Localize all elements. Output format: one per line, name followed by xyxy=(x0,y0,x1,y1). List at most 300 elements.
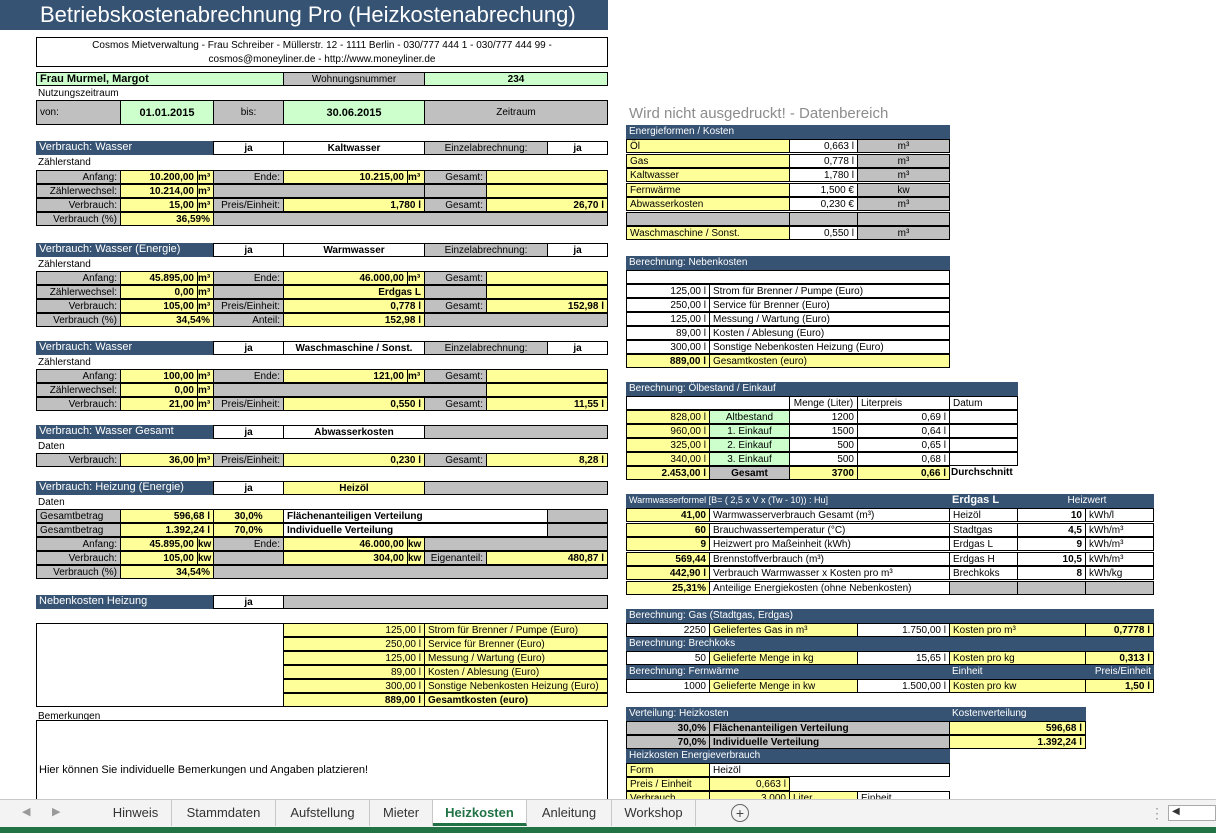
hz-type[interactable]: Heizöl xyxy=(283,481,425,495)
w1-zaehler-label: Zählerstand xyxy=(38,157,91,168)
he-form: Heizöl xyxy=(709,763,950,777)
w1-unit: m³ xyxy=(197,170,214,184)
w1-ende[interactable]: 10.215,00 xyxy=(283,170,408,184)
ww-value: 569,44 xyxy=(626,552,710,566)
ef-name xyxy=(626,212,790,226)
oel-amount: 960,00 l xyxy=(626,424,710,438)
oel-price-cell[interactable]: 0,64 l xyxy=(857,424,950,438)
page-title: Betriebskostenabrechnung Pro (Heizkostenabrechung) xyxy=(0,0,608,30)
period-label: Nutzungszeitraum xyxy=(38,88,119,99)
sheet-tab-mieter[interactable]: Mieter xyxy=(370,800,433,826)
ww-heat-unit: kWh/l xyxy=(1085,508,1154,522)
he-form-label: Form xyxy=(626,763,710,777)
oel-avg: 0,66 l xyxy=(857,466,950,480)
from-label: von: xyxy=(36,100,121,125)
address-box xyxy=(36,37,608,67)
oel-amount: 325,00 l xyxy=(626,438,710,452)
remarks-label: Bemerkungen xyxy=(38,711,101,722)
w4-preis: 0,230 l xyxy=(283,453,425,467)
w2-anteil-label: Anteil: xyxy=(213,313,284,327)
ww-desc: Brauchwassertemperatur (°C) xyxy=(709,523,950,537)
oel-qty-cell[interactable]: 500 xyxy=(789,438,858,452)
ef-name: Kaltwasser xyxy=(626,168,790,182)
ww-fuel-name: Erdgas H xyxy=(949,552,1018,566)
w2-preis: 0,778 l xyxy=(283,299,425,313)
ww-header: Warmwasserformel [B= ( 2,5 x V x (Tw - 10)) : Hu] xyxy=(626,494,950,508)
vt-p2: 70,0% xyxy=(626,735,710,749)
fw-cl: Kosten pro kw xyxy=(949,679,1086,693)
w3-verbrauch-label: Verbrauch: xyxy=(36,397,121,411)
status-bar xyxy=(0,827,1216,833)
hz-pct-label: Verbrauch (%) xyxy=(36,565,121,579)
w2-anteil: 152,98 l xyxy=(283,313,425,327)
ww-fuel[interactable]: Erdgas L xyxy=(949,494,1018,508)
nk-desc: Sonstige Nebenkosten Heizung (Euro) xyxy=(424,679,608,693)
bn-desc: Messung / Wartung (Euro) xyxy=(709,312,950,326)
w4-gray xyxy=(424,425,608,439)
w1-gesamt-empty xyxy=(486,170,608,184)
w2-anfang[interactable]: 45.895,00 xyxy=(120,271,198,285)
ef-name: Öl xyxy=(626,139,790,153)
hz-verbrauch2: 304,00 xyxy=(283,551,408,565)
fw-cost[interactable]: 1.500,00 l xyxy=(857,679,950,693)
ww-heat-value[interactable]: 8 xyxy=(1017,566,1086,580)
oel-h1: Menge (Liter) xyxy=(789,396,858,410)
oel-total-label: Gesamt xyxy=(709,466,790,480)
ef-price[interactable]: 1,780 l xyxy=(789,168,858,182)
ww-desc: Verbrauch Warmwasser x Kosten pro m³ xyxy=(709,566,950,580)
to-date[interactable]: 30.06.2015 xyxy=(283,100,425,125)
hz-gray xyxy=(213,565,608,579)
scrollbar-left-icon[interactable]: ◀ xyxy=(1172,806,1180,817)
ww-fuel-name: Heizöl xyxy=(949,508,1018,522)
koks-ql: Gelieferte Menge in kg xyxy=(709,651,858,665)
sheet-tab-bar xyxy=(0,799,1216,827)
ef-unit: m³ xyxy=(857,139,950,153)
address-line2: cosmos@moneyliner.de - http://www.moneyliner.de xyxy=(208,54,436,65)
fw-einheit: Einheit xyxy=(949,665,1086,679)
hz-ende[interactable]: 46.000,00 xyxy=(283,537,408,551)
oel-blank xyxy=(626,396,790,410)
w1-unit: m³ xyxy=(197,198,214,212)
remarks-box[interactable] xyxy=(36,720,608,800)
oel-qty-cell[interactable]: 1200 xyxy=(789,410,858,424)
ww-heat-value[interactable]: 4,5 xyxy=(1017,523,1086,537)
hz-ja[interactable]: ja xyxy=(213,481,284,495)
ww-value: 442,90 l xyxy=(626,566,710,580)
nk-amount[interactable]: 125,00 l xyxy=(283,623,425,637)
w2-ja[interactable]: ja xyxy=(213,243,284,257)
horizontal-scrollbar[interactable] xyxy=(1168,805,1216,821)
vt-t2: Individuelle Verteilung xyxy=(709,735,950,749)
koks-q[interactable]: 50 xyxy=(626,651,710,665)
vt-header: Verteilung: Heizkosten xyxy=(626,707,950,721)
w1-ja[interactable]: ja xyxy=(213,141,284,155)
oel-qty-cell[interactable]: 500 xyxy=(789,452,858,466)
ef-unit: m³ xyxy=(857,168,950,182)
hz-gray xyxy=(547,509,608,523)
oel-date-cell[interactable] xyxy=(949,410,1018,424)
sheet-tab-workshop[interactable]: Workshop xyxy=(612,800,696,826)
hz-daten-label: Daten xyxy=(38,497,65,508)
w3-ende-label: Ende: xyxy=(213,369,284,383)
hz-gray xyxy=(547,523,608,537)
sheet-tab-hinweis[interactable]: Hinweis xyxy=(100,800,172,826)
bn-amount[interactable]: 125,00 l xyxy=(626,284,710,298)
ef-unit: kw xyxy=(857,183,950,197)
w2-unit: m³ xyxy=(197,285,214,299)
nk-amount[interactable]: 125,00 l xyxy=(283,651,425,665)
nk-amount[interactable]: 300,00 l xyxy=(283,679,425,693)
koks-cost[interactable]: 15,65 l xyxy=(857,651,950,665)
ef-unit: m³ xyxy=(857,197,950,211)
w3-header: Verbrauch: Wasser xyxy=(36,341,214,355)
w1-gesamt-label: Gesamt: xyxy=(424,198,487,212)
ef-header: Energieformen / Kosten xyxy=(626,125,950,139)
w1-ende-label: Ende: xyxy=(213,170,284,184)
unit-number[interactable]: 234 xyxy=(424,72,608,86)
w3-preis: 0,550 l xyxy=(283,397,425,411)
nk-desc: Service für Brenner (Euro) xyxy=(424,637,608,651)
w2-empty xyxy=(486,271,608,285)
w2-unit: m³ xyxy=(407,271,425,285)
w3-gesamt-label: Gesamt: xyxy=(424,397,487,411)
ww-fuel-name: Brechkoks xyxy=(949,566,1018,580)
ef-unit xyxy=(857,212,950,226)
w3-ende[interactable]: 121,00 xyxy=(283,369,408,383)
w1-einzel[interactable]: ja xyxy=(547,141,608,155)
ef-unit: m³ xyxy=(857,154,950,168)
hz-p1[interactable]: 30,0% xyxy=(213,509,284,523)
unit-label: Wohnungsnummer xyxy=(283,72,425,86)
w2-ende-label: Ende: xyxy=(213,271,284,285)
ww-desc: Brennstoffverbrauch (m³) xyxy=(709,552,950,566)
w4-daten-label: Daten xyxy=(38,441,65,452)
hz-gb2-label: Gesamtbetrag xyxy=(36,523,121,537)
oel-label: Altbestand xyxy=(709,410,790,424)
gas-val: 0,7778 l xyxy=(1085,623,1154,637)
w2-pct: 34,54% xyxy=(120,313,214,327)
w4-header: Verbrauch: Wasser Gesamt xyxy=(36,425,214,439)
gas-cost[interactable]: 1.750,00 l xyxy=(857,623,950,637)
nk-total: 889,00 l xyxy=(283,693,425,707)
oel-qty: 3700 xyxy=(789,466,858,480)
ww-heat-unit: kWh/kg xyxy=(1085,566,1154,580)
ww-value[interactable]: 9 xyxy=(626,537,710,551)
hz-verbrauch: 105,00 xyxy=(120,551,198,565)
w1-pct-label: Verbrauch (%) xyxy=(36,212,121,226)
scrollbar-splitter-icon[interactable]: ⋮ xyxy=(1150,805,1164,821)
ef-price[interactable] xyxy=(789,212,858,226)
koks-header: Berechnung: Brechkoks xyxy=(626,637,1154,651)
fw-val: 1,50 l xyxy=(1085,679,1154,693)
w3-type: Waschmaschine / Sonst. xyxy=(283,341,425,355)
oel-avg-label: Durchschnitt xyxy=(951,467,1013,478)
w3-anfang-label: Anfang: xyxy=(36,369,121,383)
oel-label: 2. Einkauf xyxy=(709,438,790,452)
hz-unit: kw xyxy=(197,537,214,551)
ww-heat-unit: kWh/m³ xyxy=(1085,552,1154,566)
hz-anfang-label: Anfang: xyxy=(36,537,121,551)
w2-gesamt-label: Gesamt: xyxy=(424,271,487,285)
w2-gesamt: 152,98 l xyxy=(486,299,608,313)
w2-unit: m³ xyxy=(197,271,214,285)
w2-verbrauch: 105,00 xyxy=(120,299,198,313)
w2-zw-label: Zählerwechsel: xyxy=(36,285,121,299)
w1-anfang[interactable]: 10.200,00 xyxy=(120,170,198,184)
scroll-right-icon[interactable]: ▶ xyxy=(52,806,61,818)
w3-zw-label: Zählerwechsel: xyxy=(36,383,121,397)
hz-gray xyxy=(424,537,608,551)
w3-unit: m³ xyxy=(197,397,214,411)
hz-ende-label: Ende: xyxy=(213,537,284,551)
w2-ende[interactable]: 46.000,00 xyxy=(283,271,408,285)
w1-empty xyxy=(486,184,608,198)
vt-kv: Kostenverteilung xyxy=(949,707,1086,721)
ww-hw: Heizwert xyxy=(1017,494,1154,508)
w2-type: Warmwasser xyxy=(283,243,425,257)
bn-amount[interactable]: 300,00 l xyxy=(626,340,710,354)
w2-zw[interactable]: 0,00 xyxy=(120,285,198,299)
w3-gesamt: 11,55 l xyxy=(486,397,608,411)
w4-preis-label: Preis/Einheit: xyxy=(213,453,284,467)
ef-unit: m³ xyxy=(857,226,950,240)
oel-header: Berechnung: Ölbestand / Einkauf xyxy=(626,382,1018,396)
vt-t1: Flächenanteiligen Verteilung xyxy=(709,721,950,735)
hz-anfang[interactable]: 45.895,00 xyxy=(120,537,198,551)
ef-name: Abwasserkosten xyxy=(626,197,790,211)
to-label: bis: xyxy=(213,100,284,125)
hz-header: Verbrauch: Heizung (Energie) xyxy=(36,481,214,495)
w3-empty xyxy=(486,369,608,383)
fw-header: Berechnung: Fernwärme xyxy=(626,665,950,679)
oel-label: 3. Einkauf xyxy=(709,452,790,466)
sheet-tab-stammdaten[interactable]: Stammdaten xyxy=(172,800,276,826)
sheet-tab-anleitung[interactable]: Anleitung xyxy=(527,800,612,826)
hz-eigen: 480,87 l xyxy=(486,551,608,565)
hz-unit: kw xyxy=(407,551,425,565)
bn-desc: Service für Brenner (Euro) xyxy=(709,298,950,312)
ww-fuel-name: Stadtgas xyxy=(949,523,1018,537)
hz-t1: Flächenanteiligen Verteilung xyxy=(283,509,548,523)
w1-anfang-label: Anfang: xyxy=(36,170,121,184)
w4-verbrauch: 36,00 xyxy=(120,453,198,467)
hz-gb1: 596,68 l xyxy=(120,509,214,523)
oel-amount: 340,00 l xyxy=(626,452,710,466)
nk-blank-box xyxy=(36,623,284,707)
ww-value: 25,31% xyxy=(626,581,710,595)
sheet-tab-heizkosten[interactable]: Heizkosten xyxy=(433,800,527,826)
hz-t2: Individuelle Verteilung xyxy=(283,523,548,537)
oel-price-cell[interactable]: 0,68 l xyxy=(857,452,950,466)
w4-unit: m³ xyxy=(197,453,214,467)
he-header: Heizkosten Energieverbrauch xyxy=(626,749,950,763)
fw-pe: Preis/Einheit xyxy=(1085,665,1154,679)
vt-v1: 596,68 l xyxy=(949,721,1086,735)
w2-empty xyxy=(486,285,608,299)
w1-unit: m³ xyxy=(407,170,425,184)
ww-fuel-name xyxy=(949,581,1018,595)
ww-value[interactable]: 41,00 xyxy=(626,508,710,522)
oel-price-cell[interactable]: 0,69 l xyxy=(857,410,950,424)
w2-gray xyxy=(424,313,608,327)
ww-heat-value[interactable]: 9 xyxy=(1017,537,1086,551)
from-date[interactable]: 01.01.2015 xyxy=(120,100,214,125)
oel-price-cell[interactable]: 0,65 l xyxy=(857,438,950,452)
bn-amount[interactable]: 125,00 l xyxy=(626,312,710,326)
w2-energie: Erdgas L xyxy=(283,285,425,299)
vt-v2: 1.392,24 l xyxy=(949,735,1086,749)
ww-heat-unit: kWh/m³ xyxy=(1085,537,1154,551)
w3-unit: m³ xyxy=(197,369,214,383)
oel-h2: Literpreis xyxy=(857,396,950,410)
w1-verbrauch-label: Verbrauch: xyxy=(36,198,121,212)
bn-amount[interactable]: 89,00 l xyxy=(626,326,710,340)
w3-gray xyxy=(213,383,487,397)
w1-pct: 36,59% xyxy=(120,212,214,226)
oel-h3: Datum xyxy=(949,396,1018,410)
w4-verbrauch-label: Verbrauch: xyxy=(36,453,121,467)
w1-preis-label: Preis/Einheit: xyxy=(213,198,284,212)
w4-type: Abwasserkosten xyxy=(283,425,425,439)
ww-heat-value[interactable]: 10 xyxy=(1017,508,1086,522)
ef-name: Fernwärme xyxy=(626,183,790,197)
w4-ja[interactable]: ja xyxy=(213,425,284,439)
ef-price[interactable]: 0,778 l xyxy=(789,154,858,168)
ww-desc: Warmwasserverbrauch Gesamt (m³) xyxy=(709,508,950,522)
bn-desc: Kosten / Ablesung (Euro) xyxy=(709,326,950,340)
w3-ja[interactable]: ja xyxy=(213,341,284,355)
nk-amount[interactable]: 250,00 l xyxy=(283,637,425,651)
data-area-title: Wird nicht ausgedruckt! - Datenbereich xyxy=(629,105,889,122)
bn-blank xyxy=(626,270,950,284)
ww-desc: Anteilige Energiekosten (ohne Nebenkosten) xyxy=(709,581,950,595)
koks-cl: Kosten pro kg xyxy=(949,651,1086,665)
hz-verbrauch-label: Verbrauch: xyxy=(36,551,121,565)
w2-zaehler-label: Zählerstand xyxy=(38,259,91,270)
period-value: Zeitraum xyxy=(424,100,608,125)
w1-verbrauch: 15,00 xyxy=(120,198,198,212)
gas-cl: Kosten pro m³ xyxy=(949,623,1086,637)
bn-header: Berechnung: Nebenkosten xyxy=(626,256,950,270)
oel-date-cell[interactable] xyxy=(949,438,1018,452)
fw-ql: Gelieferte Menge in kw xyxy=(709,679,858,693)
ww-desc: Heizwert pro Maßeinheit (kWh) xyxy=(709,537,950,551)
ww-fuel-name: Erdgas L xyxy=(949,537,1018,551)
w3-zw[interactable]: 0,00 xyxy=(120,383,198,397)
ef-price[interactable]: 0,230 € xyxy=(789,197,858,211)
koks-val: 0,313 l xyxy=(1085,651,1154,665)
nk-ja[interactable]: ja xyxy=(213,595,284,609)
hz-eigen-label: Eigenanteil: xyxy=(424,551,487,565)
ww-heat-unit xyxy=(1085,581,1154,595)
w4-gesamt-label: Gesamt: xyxy=(424,453,487,467)
tenant-name[interactable]: Frau Murmel, Margot xyxy=(36,72,284,86)
w1-gray xyxy=(424,184,487,198)
scroll-left-icon[interactable]: ◀ xyxy=(22,806,31,818)
w1-preis: 1,780 l xyxy=(283,198,425,212)
address-line1: Cosmos Mietverwaltung - Frau Schreiber - Müllerstr. 12 - 1111 Berlin - 030/777 444 1 - 030/777 444 99 - xyxy=(92,40,552,51)
oel-date-cell[interactable] xyxy=(949,452,1018,466)
w1-zw[interactable]: 10.214,00 xyxy=(120,184,198,198)
nk-amount[interactable]: 89,00 l xyxy=(283,665,425,679)
ef-price[interactable]: 1,500 € xyxy=(789,183,858,197)
w1-type: Kaltwasser xyxy=(283,141,425,155)
vt-p1: 30,0% xyxy=(626,721,710,735)
oel-label: 1. Einkauf xyxy=(709,424,790,438)
ef-name: Waschmaschine / Sonst. xyxy=(626,226,790,240)
hz-gb1-label: Gesamtbetrag xyxy=(36,509,121,523)
ww-value[interactable]: 60 xyxy=(626,523,710,537)
w1-header: Verbrauch: Wasser xyxy=(36,141,214,155)
w2-gray xyxy=(213,285,284,299)
gas-q[interactable]: 2250 xyxy=(626,623,710,637)
fw-q[interactable]: 1000 xyxy=(626,679,710,693)
ww-heat-value[interactable] xyxy=(1017,581,1086,595)
bn-total: 889,00 l xyxy=(626,354,710,368)
nk-header: Nebenkosten Heizung xyxy=(36,595,214,609)
w3-empty xyxy=(486,383,608,397)
oel-amount: 828,00 l xyxy=(626,410,710,424)
hz-pct: 34,54% xyxy=(120,565,214,579)
w4-gesamt: 8,28 l xyxy=(486,453,608,467)
ef-name: Gas xyxy=(626,154,790,168)
nk-gray xyxy=(283,595,608,609)
hz-gb2: 1.392,24 l xyxy=(120,523,214,537)
nk-desc: Messung / Wartung (Euro) xyxy=(424,651,608,665)
add-sheet-icon[interactable]: + xyxy=(731,804,749,822)
oel-qty-cell[interactable]: 1500 xyxy=(789,424,858,438)
bn-desc: Strom für Brenner / Pumpe (Euro) xyxy=(709,284,950,298)
gas-header: Berechnung: Gas (Stadtgas, Erdgas) xyxy=(626,609,1154,623)
ef-price[interactable]: 0,663 l xyxy=(789,139,858,153)
bn-amount[interactable]: 250,00 l xyxy=(626,298,710,312)
he-pe-label: Preis / Einheit xyxy=(626,777,710,791)
w1-zw-label: Zählerwechsel: xyxy=(36,184,121,198)
sheet-tab-aufstellung[interactable]: Aufstellung xyxy=(276,800,370,826)
w3-einzel-label: Einzelabrechnung: xyxy=(424,341,548,355)
w2-gray xyxy=(424,285,487,299)
hz-unit: kw xyxy=(407,537,425,551)
w2-einzel[interactable]: ja xyxy=(547,243,608,257)
w2-verbrauch-label: Verbrauch: xyxy=(36,299,121,313)
w2-preis-label: Preis/Einheit: xyxy=(213,299,284,313)
w3-verbrauch: 21,00 xyxy=(120,397,198,411)
w3-anfang[interactable]: 100,00 xyxy=(120,369,198,383)
w1-gesamt: 26,70 l xyxy=(486,198,608,212)
w3-unit: m³ xyxy=(197,383,214,397)
oel-date-cell[interactable] xyxy=(949,424,1018,438)
oel-total: 2.453,00 l xyxy=(626,466,710,480)
ww-heat-unit: kWh/m³ xyxy=(1085,523,1154,537)
bn-total-label: Gesamtkosten (euro) xyxy=(709,354,950,368)
he-pe: 0,663 l xyxy=(709,777,790,791)
hz-p2[interactable]: 70,0% xyxy=(213,523,284,537)
w3-unit: m³ xyxy=(407,369,425,383)
w1-einzel-label: Einzelabrechnung: xyxy=(424,141,548,155)
w1-gesamt-label: Gesamt: xyxy=(424,170,487,184)
w3-preis-label: Preis/Einheit: xyxy=(213,397,284,411)
hz-unit: kw xyxy=(197,551,214,565)
w3-gesamt-label: Gesamt: xyxy=(424,369,487,383)
w3-einzel[interactable]: ja xyxy=(547,341,608,355)
gas-ql: Geliefertes Gas in m³ xyxy=(709,623,858,637)
w1-gray xyxy=(213,184,425,198)
nk-desc: Strom für Brenner / Pumpe (Euro) xyxy=(424,623,608,637)
ww-heat-value[interactable]: 10,5 xyxy=(1017,552,1086,566)
ef-price[interactable]: 0,550 l xyxy=(789,226,858,240)
w2-unit: m³ xyxy=(197,299,214,313)
